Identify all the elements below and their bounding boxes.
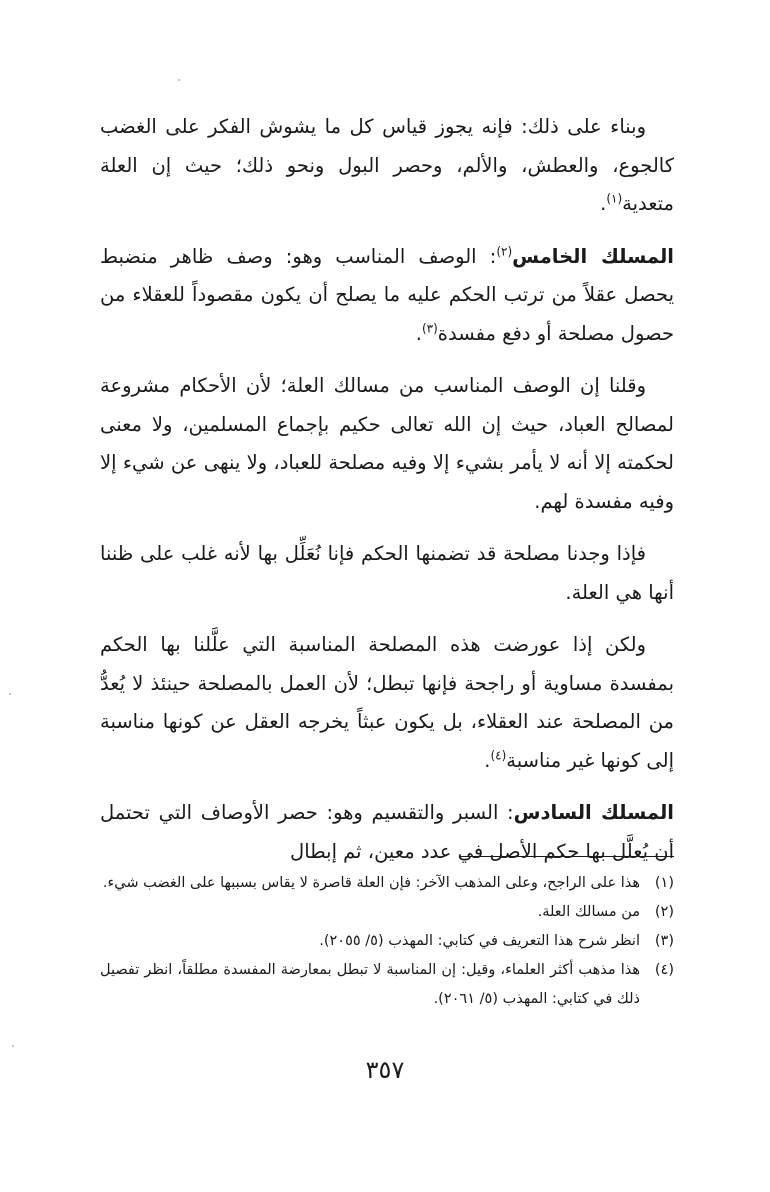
footnote-number: (٣)	[654, 933, 674, 949]
paragraph-text: : السبر والتقسيم وهو: حصر الأوصاف التي تحتمل أن يُعلَّل بها حكم الأصل في عدد معين، ثم إبطال	[100, 801, 674, 863]
paragraph-text: فإذا وجدنا مصلحة قد تضمنها الحكم فإنا نُعَلِّل بها لأنه غلب على ظننا أنها هي العلة.	[100, 542, 674, 604]
footnote-2	[100, 898, 674, 927]
footnote-1	[100, 869, 674, 898]
footnote-number: (٤)	[654, 962, 674, 978]
footnote-ref-3[interactable]: (٣)	[421, 321, 438, 335]
scan-speck	[9, 693, 11, 695]
scan-speck	[12, 1045, 14, 1047]
footnote-number: (٢)	[654, 904, 674, 920]
section-heading-fifth: المسلك الخامس	[512, 244, 674, 268]
paragraph-tail: .	[600, 192, 607, 215]
footnote-4	[100, 956, 674, 1014]
section-heading-sixth: المسلك السادس	[513, 801, 674, 824]
footnote-text: من مسالك العلة.	[537, 904, 640, 920]
paragraph-tail: .	[484, 748, 491, 772]
footnote-number: (١)	[654, 875, 674, 891]
footnote-ref-4[interactable]: (٤)	[490, 748, 507, 762]
footnote-text: انظر شرح هذا التعريف في كتابي: المهذب (٥/ ٢٠٥٥).	[319, 933, 640, 949]
footnote-text: هذا على الراجح، وعلى المذهب الآخر: فإن العلة قاصرة لا يقاس بسببها على الغضب شيء.	[102, 875, 640, 891]
footnotes	[100, 869, 674, 1014]
footnote-ref-1[interactable]: (١)	[606, 191, 623, 206]
paragraph-text: وبناء على ذلك: فإنه يجوز قياس كل ما يشوش الفكر على الغضب كالجوع، والعطش، والألم، وحصر البول ونحو ذلك؛ حيث إن العلة متعدية	[100, 115, 674, 215]
paragraph-1	[100, 108, 674, 224]
footnote-ref-2[interactable]: (٢)	[496, 244, 513, 258]
footnote-text: هذا مذهب أكثر العلماء، وقيل: إن المناسبة لا تبطل بمعارضة المفسدة مطلقاً، انظر تفصيل ذلك في كتابي: المهذب (٥/ ٢٠٦١).	[100, 962, 640, 1007]
paragraph-4	[100, 535, 674, 612]
paragraph-2	[100, 238, 674, 354]
paragraph-tail: .	[415, 321, 422, 345]
paragraph-5	[100, 626, 674, 780]
paragraph-text: : الوصف المناسب وهو: وصف ظاهر منضبط يحصل عقلاً من ترتب الحكم عليه ما يصلح أن يكون مقصوداً للعقلاء من حصول مصلحة أو دفع مفسدة	[100, 244, 674, 345]
paragraph-6	[100, 794, 674, 871]
footnote-3	[100, 927, 674, 956]
paragraph-text: ولكن إذا عورضت هذه المصلحة المناسبة التي علَّلنا بها الحكم بمفسدة مساوية أو راجحة فإنها تبطل؛ لأن العمل بالمصلحة حينئذ لا يُعدُّ من المصلحة عند العقلاء، بل يكون عبثاً يخرجه العقل عن كونها مناسبة إلى كونها غير مناسبة	[100, 633, 674, 772]
page-number: ٣٥٧	[365, 1056, 405, 1084]
footnote-divider	[460, 856, 674, 857]
scan-speck	[178, 79, 180, 81]
paragraph-3	[100, 367, 674, 521]
paragraph-text: وقلنا إن الوصف المناسب من مسالك العلة؛ لأن الأحكام مشروعة لمصالح العباد، حيث إن الله تعالى حكيم بإجماع المسلمين، ولا معنى لحكمته إلا أنه لا يأمر بشيء إلا وفيه مصلحة للعباد، ولا ينهى عن شيء إلا وفيه مفسدة لهم.	[100, 374, 674, 513]
main-text	[100, 108, 674, 885]
